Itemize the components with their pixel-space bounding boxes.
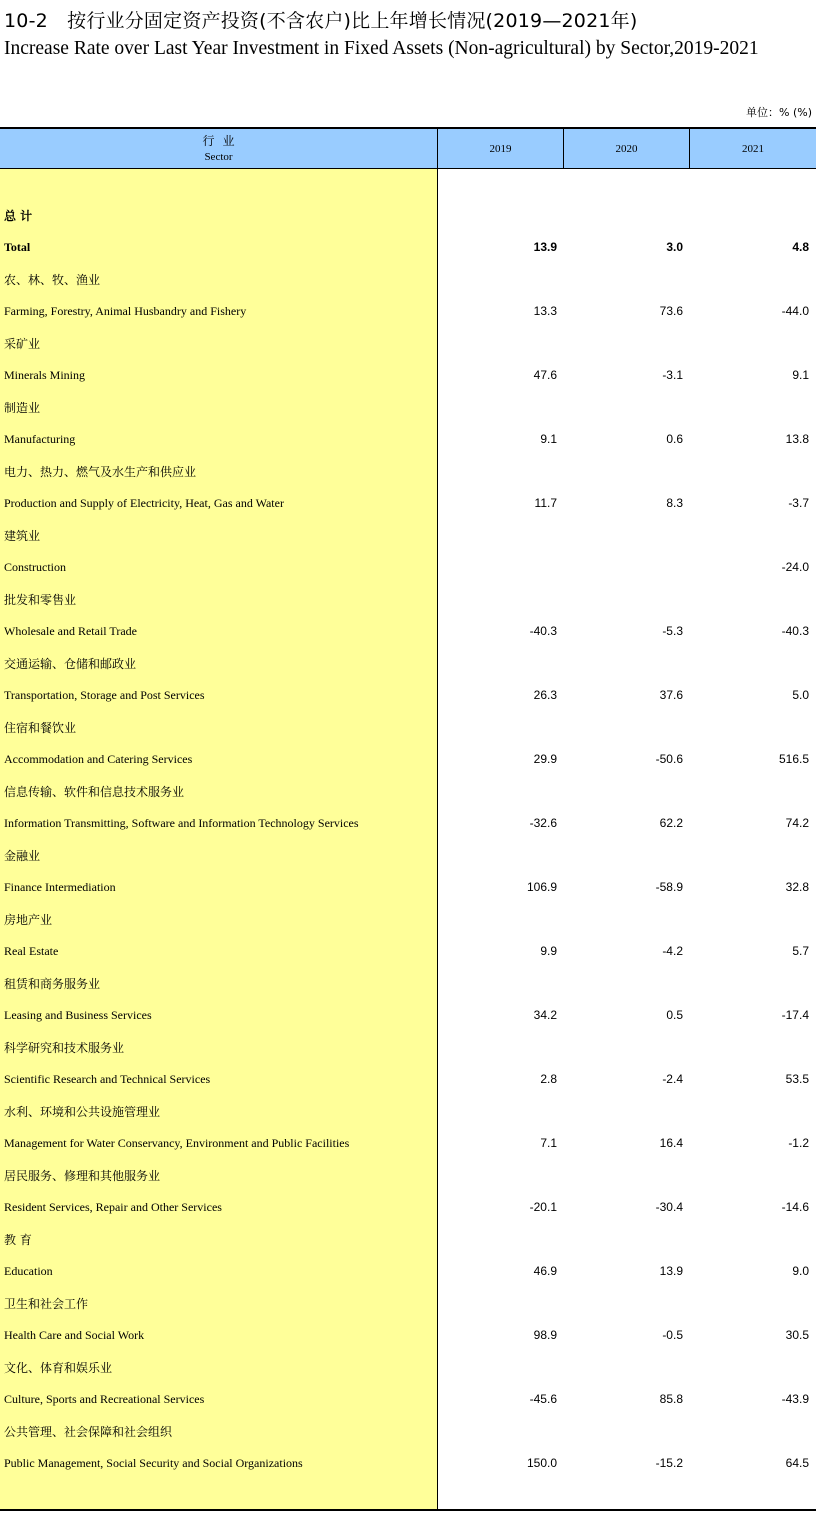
value-cell-2019: -32.6 [529,816,557,830]
sector-name-cn: 采矿业 [4,337,41,351]
sector-name-en: Education [4,1264,53,1278]
sector-name-cn: 房地产业 [4,913,53,927]
sector-name-cn: 住宿和餐饮业 [4,721,77,735]
value-cell-2021: 32.8 [785,880,809,894]
sector-name-en: Scientific Research and Technical Services [4,1072,211,1086]
value-cell-2020: 13.9 [659,1264,683,1278]
value-cell-2019: 29.9 [533,752,557,766]
value-cell-2021: -14.6 [781,1200,809,1214]
table-row [0,936,816,968]
page-title-en: Increase Rate over Last Year Investment in Fixed Assets (Non-agricultural) by Sector,2019-2021 [4,38,759,59]
table-bottom-rule [0,1509,816,1511]
value-cell-2019: 47.6 [533,368,557,382]
header-sector [0,129,438,168]
header-year-2019: 2019 [438,129,564,168]
value-cell-2020: -3.1 [662,368,683,382]
table-row [0,1384,816,1416]
table-row [0,1128,816,1160]
header-year-2021: 2021 [742,142,764,155]
value-cell-2020: 37.6 [659,688,683,702]
value-cell-2019: 13.3 [533,304,557,318]
value-cell-2021: 4.8 [792,240,809,254]
sector-name-en: Construction [4,560,66,574]
table-row [0,552,816,584]
sector-name-en: Wholesale and Retail Trade [4,624,137,638]
table-row [0,232,816,264]
value-cell-2021: 5.7 [792,944,809,958]
table-row-cn [0,904,816,936]
table-row [0,360,816,392]
value-cell-2019: 9.9 [540,944,557,958]
table-row-cn [0,392,816,424]
value-cell-2019: 98.9 [533,1328,557,1342]
sector-name-cn: 公共管理、社会保障和社会组织 [4,1425,173,1439]
value-cell-2019: 106.9 [526,880,557,894]
sector-name-cn: 农、林、牧、渔业 [4,273,101,287]
sector-name-en: Management for Water Conservancy, Environment and Public Facilities [4,1136,350,1150]
value-cell-2019: 7.1 [540,1136,557,1150]
table-row [0,1000,816,1032]
table-header [0,129,816,169]
sector-name-cn: 科学研究和技术服务业 [4,1041,125,1055]
sector-name-cn: 居民服务、修理和其他服务业 [4,1169,161,1183]
table-row-cn [0,968,816,1000]
sector-name-en: Leasing and Business Services [4,1008,152,1022]
table-row [0,872,816,904]
sector-name-en: Health Care and Social Work [4,1328,145,1342]
value-cell-2020: 0.6 [666,432,683,446]
table-row [0,424,816,456]
sector-name-en: Culture, Sports and Recreational Services [4,1392,205,1406]
sector-name-cn: 卫生和社会工作 [4,1297,89,1311]
table-row-cn [0,1224,816,1256]
sector-name-en: Minerals Mining [4,368,85,382]
sector-name-cn: 交通运输、仓储和邮政业 [4,657,137,671]
sector-name-en: Manufacturing [4,432,76,446]
value-cell-2019: 2.8 [540,1072,557,1086]
value-cell-2020: -2.4 [662,1072,683,1086]
table-row [0,1064,816,1096]
sector-name-en: Accommodation and Catering Services [4,752,193,766]
page-title-cn: 10-2 按行业分固定资产投资(不含农户)比上年增长情况(2019—2021年) [4,10,638,32]
sector-name-cn: 总 计 [4,209,33,223]
header-sector-cn: 行业 [202,133,243,148]
value-cell-2021: -43.9 [781,1392,809,1406]
table-row [0,488,816,520]
table-row [0,296,816,328]
value-cell-2019: 9.1 [540,432,557,446]
table-row [0,1448,816,1480]
table-row-cn [0,1032,816,1064]
unit-label: 单位：% (%) [746,106,812,119]
value-cell-2021: -24.0 [781,560,809,574]
value-cell-2021: 9.0 [792,1264,809,1278]
sector-name-en: Public Management, Social Security and Social Organizations [4,1456,303,1470]
table-row [0,680,816,712]
sector-name-en: Total [4,240,31,254]
header-year-2020: 2020 [564,129,690,168]
value-cell-2019: 11.7 [534,496,557,510]
table-row [0,744,816,776]
table-row-cn [0,1352,816,1384]
header-sector-en: Sector [204,150,233,163]
value-cell-2019: -40.3 [529,624,557,638]
table-row-cn [0,712,816,744]
value-cell-2019: 26.3 [533,688,557,702]
value-cell-2020: -5.3 [662,624,683,638]
sector-name-cn: 信息传输、软件和信息技术服务业 [4,785,185,799]
sector-name-cn: 水利、环境和公共设施管理业 [4,1105,161,1119]
table-row-cn [0,200,816,232]
table-row-cn [0,264,816,296]
sector-name-cn: 金融业 [4,849,41,863]
value-cell-2021: 516.5 [778,752,809,766]
value-cell-2020: 73.6 [659,304,683,318]
value-cell-2021: 53.5 [785,1072,809,1086]
value-cell-2019: 34.2 [533,1008,557,1022]
value-cell-2020: 62.2 [659,816,683,830]
table-row-cn [0,1416,816,1448]
value-cell-2021: 9.1 [792,368,809,382]
value-cell-2021: 64.5 [785,1456,809,1470]
value-cell-2020: -0.5 [662,1328,683,1342]
value-cell-2021: -17.4 [781,1008,809,1022]
value-cell-2020: -58.9 [655,880,683,894]
sector-name-cn: 建筑业 [4,529,41,543]
sector-name-cn: 租赁和商务服务业 [4,977,101,991]
value-cell-2020: 0.5 [666,1008,683,1022]
value-cell-2020: 16.4 [659,1136,683,1150]
table-row [0,1320,816,1352]
table-row-cn [0,520,816,552]
table-row-cn [0,648,816,680]
table-row-cn [0,1096,816,1128]
sector-name-cn: 电力、热力、燃气及水生产和供应业 [4,465,197,479]
value-cell-2019: 46.9 [533,1264,557,1278]
table-row-cn [0,328,816,360]
value-cell-2020: -4.2 [662,944,683,958]
table-row [0,1192,816,1224]
sector-name-en: Transportation, Storage and Post Services [4,688,205,702]
sector-name-en: Real Estate [4,944,59,958]
table-row-cn [0,776,816,808]
table-row-cn [0,1288,816,1320]
value-cell-2021: 30.5 [785,1328,809,1342]
value-cell-2020: -50.6 [655,752,683,766]
value-cell-2019: 150.0 [526,1456,557,1470]
sector-name-en: Production and Supply of Electricity, Heat, Gas and Water [4,496,284,510]
sector-name-en: Resident Services, Repair and Other Services [4,1200,222,1214]
value-cell-2019: -20.1 [529,1200,557,1214]
value-cell-2021: -40.3 [781,624,809,638]
value-cell-2020: 3.0 [666,240,683,254]
table-row-cn [0,456,816,488]
table-row-cn [0,1160,816,1192]
value-cell-2020: 8.3 [666,496,683,510]
table-row [0,616,816,648]
value-cell-2020: -30.4 [655,1200,683,1214]
value-cell-2021: -3.7 [788,496,809,510]
sector-name-cn: 教 育 [4,1233,32,1247]
value-cell-2021: 5.0 [792,688,809,702]
value-cell-2020: 85.8 [659,1392,683,1406]
value-cell-2019: -45.6 [529,1392,557,1406]
sector-name-cn: 制造业 [4,401,41,415]
sector-name-en: Finance Intermediation [4,880,116,894]
sector-name-en: Information Transmitting, Software and Information Technology Services [4,816,359,830]
value-cell-2021: 13.8 [785,432,809,446]
sector-name-cn: 文化、体育和娱乐业 [4,1361,113,1375]
sector-name-en: Farming, Forestry, Animal Husbandry and Fishery [4,304,247,318]
table-row-cn [0,584,816,616]
value-cell-2021: -44.0 [781,304,809,318]
value-cell-2021: -1.2 [788,1136,809,1150]
table-row [0,808,816,840]
table-row-cn [0,840,816,872]
value-cell-2019: 13.9 [533,240,557,254]
value-cell-2020: -15.2 [655,1456,683,1470]
table-body [0,200,816,1480]
sector-name-cn: 批发和零售业 [4,593,77,607]
value-cell-2021: 74.2 [785,816,809,830]
table-row [0,1256,816,1288]
